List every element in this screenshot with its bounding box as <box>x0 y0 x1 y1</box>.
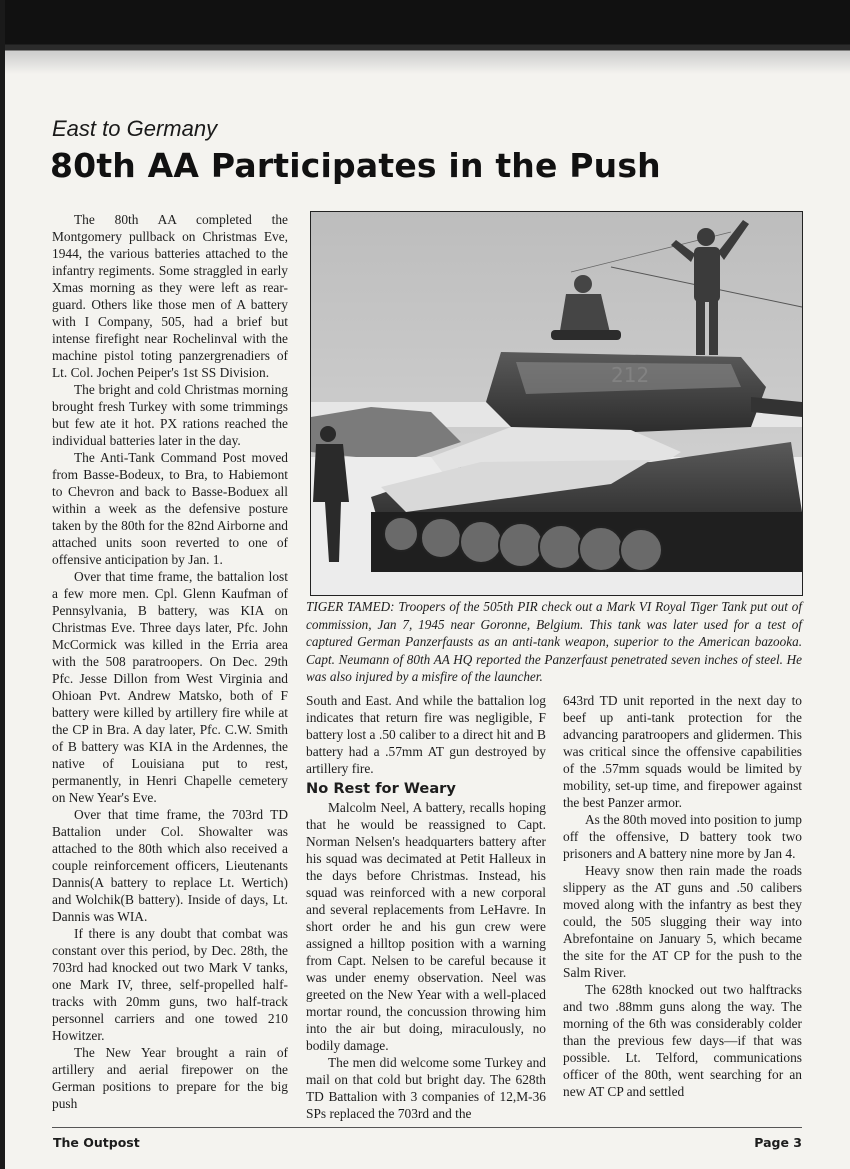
column-1 <box>52 211 288 1112</box>
column-2 <box>306 692 546 1122</box>
paragraph: If there is any doubt that combat was constant over this period, by Dec. 28th, the 703rd had knocked out two Mark V tanks, one Mark IV, three, self-propelled half-tracks with 20mm guns, two half-track personnel carriers and one towed 210 Howitzer. <box>52 926 288 1043</box>
article-headline: 80th AA Participates in the Push <box>50 146 661 185</box>
paragraph: The Anti-Tank Command Post moved from Basse-Bodeux, to Bra, to Habiemont to Chevron and back to Basse-Boduex all within a week as the defensive posture taken by the 80th for the 82nd Airborne and attached units soon reverted to one of offensive anticipation by Jan. 1. <box>52 450 288 567</box>
publication-name: The Outpost <box>53 1135 140 1150</box>
paragraph: As the 80th moved into position to jump off the offensive, D battery took two prisoners and A battery nine more by Jan 4. <box>563 812 802 861</box>
footer-rule <box>52 1127 802 1128</box>
section-kicker: East to Germany <box>52 116 218 141</box>
page-top-shadow <box>0 0 850 74</box>
paragraph: The men did welcome some Turkey and mail on that cold but bright day. The 628th TD Battalion with 3 companies of 12,M-36 SPs replaced the 703rd and the <box>306 1055 546 1121</box>
svg-text:212: 212 <box>611 363 650 387</box>
paragraph: Over that time frame, the 703rd TD Battalion under Col. Showalter was attached to the 80th which also received a couple reinforcement officers, Lieutenants Dannis(A battery to replace Lt. Wertich) and Wolchik(B battery). Inside of days, Lt. Dannis was WIA. <box>52 807 288 924</box>
column-3 <box>563 692 802 1100</box>
paragraph: 643rd TD unit reported in the next day to beef up anti-tank protection for the advancing paratroopers and glidermen. This was critical since the offensive capabilities of the .57mm squads would be limited by mobility, set-up time, and firepower against the best Panzer armor. <box>563 693 802 810</box>
paragraph: The 628th knocked out two halftracks and two .88mm guns along the way. The morning of the 6th was considerably colder than the previous few days—if that was possible. Lt. Telford, communications officer of the 80th, went searching for an new AT CP and settled <box>563 982 802 1099</box>
paragraph: The 80th AA completed the Montgomery pullback on Christmas Eve, 1944, the various batteries attached to the infantry regiments. Some straggled in early Xmas morning as they were left as rear- guard. Others like those men of A battery with I Company, 505, had a brief but intense firefight near Rochelinval with the machine pistol toting panzergrenadiers of Lt. Col. Jochen Peiper's 1st SS Division. <box>52 212 288 380</box>
paragraph: The bright and cold Christmas morning brought fresh Turkey with some trimmings but few ate it hot. PX rations reached the individual batteries later in the day. <box>52 382 288 448</box>
tank-photo-illustration <box>311 212 802 595</box>
section-subhead: No Rest for Weary <box>306 780 456 797</box>
paragraph: South and East. And while the battalion log indicates that return fire was negligible, F battery lost a .50 caliber to a direct hit and B battery had a .57mm AT gun destroyed by artillery fire. <box>306 693 546 776</box>
photo-caption: TIGER TAMED: Troopers of the 505th PIR check out a Mark VI Royal Tiger Tank put out of commission, Jan 7, 1945 near Goronne, Belgium. This tank was later used for a test of captured German Panzerfausts as an anti-tank weapon, superior to the American bazooka. Capt. Neumann of 80th AA HQ reported the Panzerfaust penetrated seven inches of steel. He was also injured by a misfire of the launcher. <box>306 599 802 684</box>
tank-photo <box>310 211 803 596</box>
page-number: Page 3 <box>754 1135 802 1150</box>
paragraph: Over that time frame, the battalion lost a few more men. Cpl. Glenn Kaufman of Pennsylvania, B battery, was KIA on Christmas Eve. Three days later, Pfc. John McCormick was killed in the Erria area with the 508 paratroopers. On Dec. 29th Pfc. Jesse Dillon from West Virginia and Ohioan Pvt. Andrew Matsko, both of F battery were killed by artillery fire while at the CP in Bra. A day later, Pfc. C.W. Smith of B battery was KIA in the Ardennes, the native of Louisiana put to rest, permanently, in Henri Chapelle cemetery on New Year's Eve. <box>52 569 288 805</box>
paragraph: Malcolm Neel, A battery, recalls hoping that he would be reassigned to Capt. Norman Nelsen's headquarters battery after his squad was decimated at Petit Halleux in the days before Christmas. Instead, his squad was reinforced with a new corporal and several replacements from LeHavre. In short order he and his gun crew were assigned a hilltop position with a warning from Capt. Nelsen to be careful because it was under enemy observation. Neel was greeted on the New Year with a well-placed mortar round, the concussion throwing him into the air but doing, miraculously, no bodily damage. <box>306 800 546 1053</box>
paragraph: Heavy snow then rain made the roads slippery as the AT guns and .50 calibers moved along with the infantry as best they could, the 505 slugging their way into Abrefontaine on January 5, which became the site for the AT CP for the push to the Salm River. <box>563 863 802 980</box>
paragraph: The New Year brought a rain of artillery and aerial firepower on the German positions to prepare for the big push <box>52 1045 288 1111</box>
page-left-edge <box>0 0 5 1169</box>
